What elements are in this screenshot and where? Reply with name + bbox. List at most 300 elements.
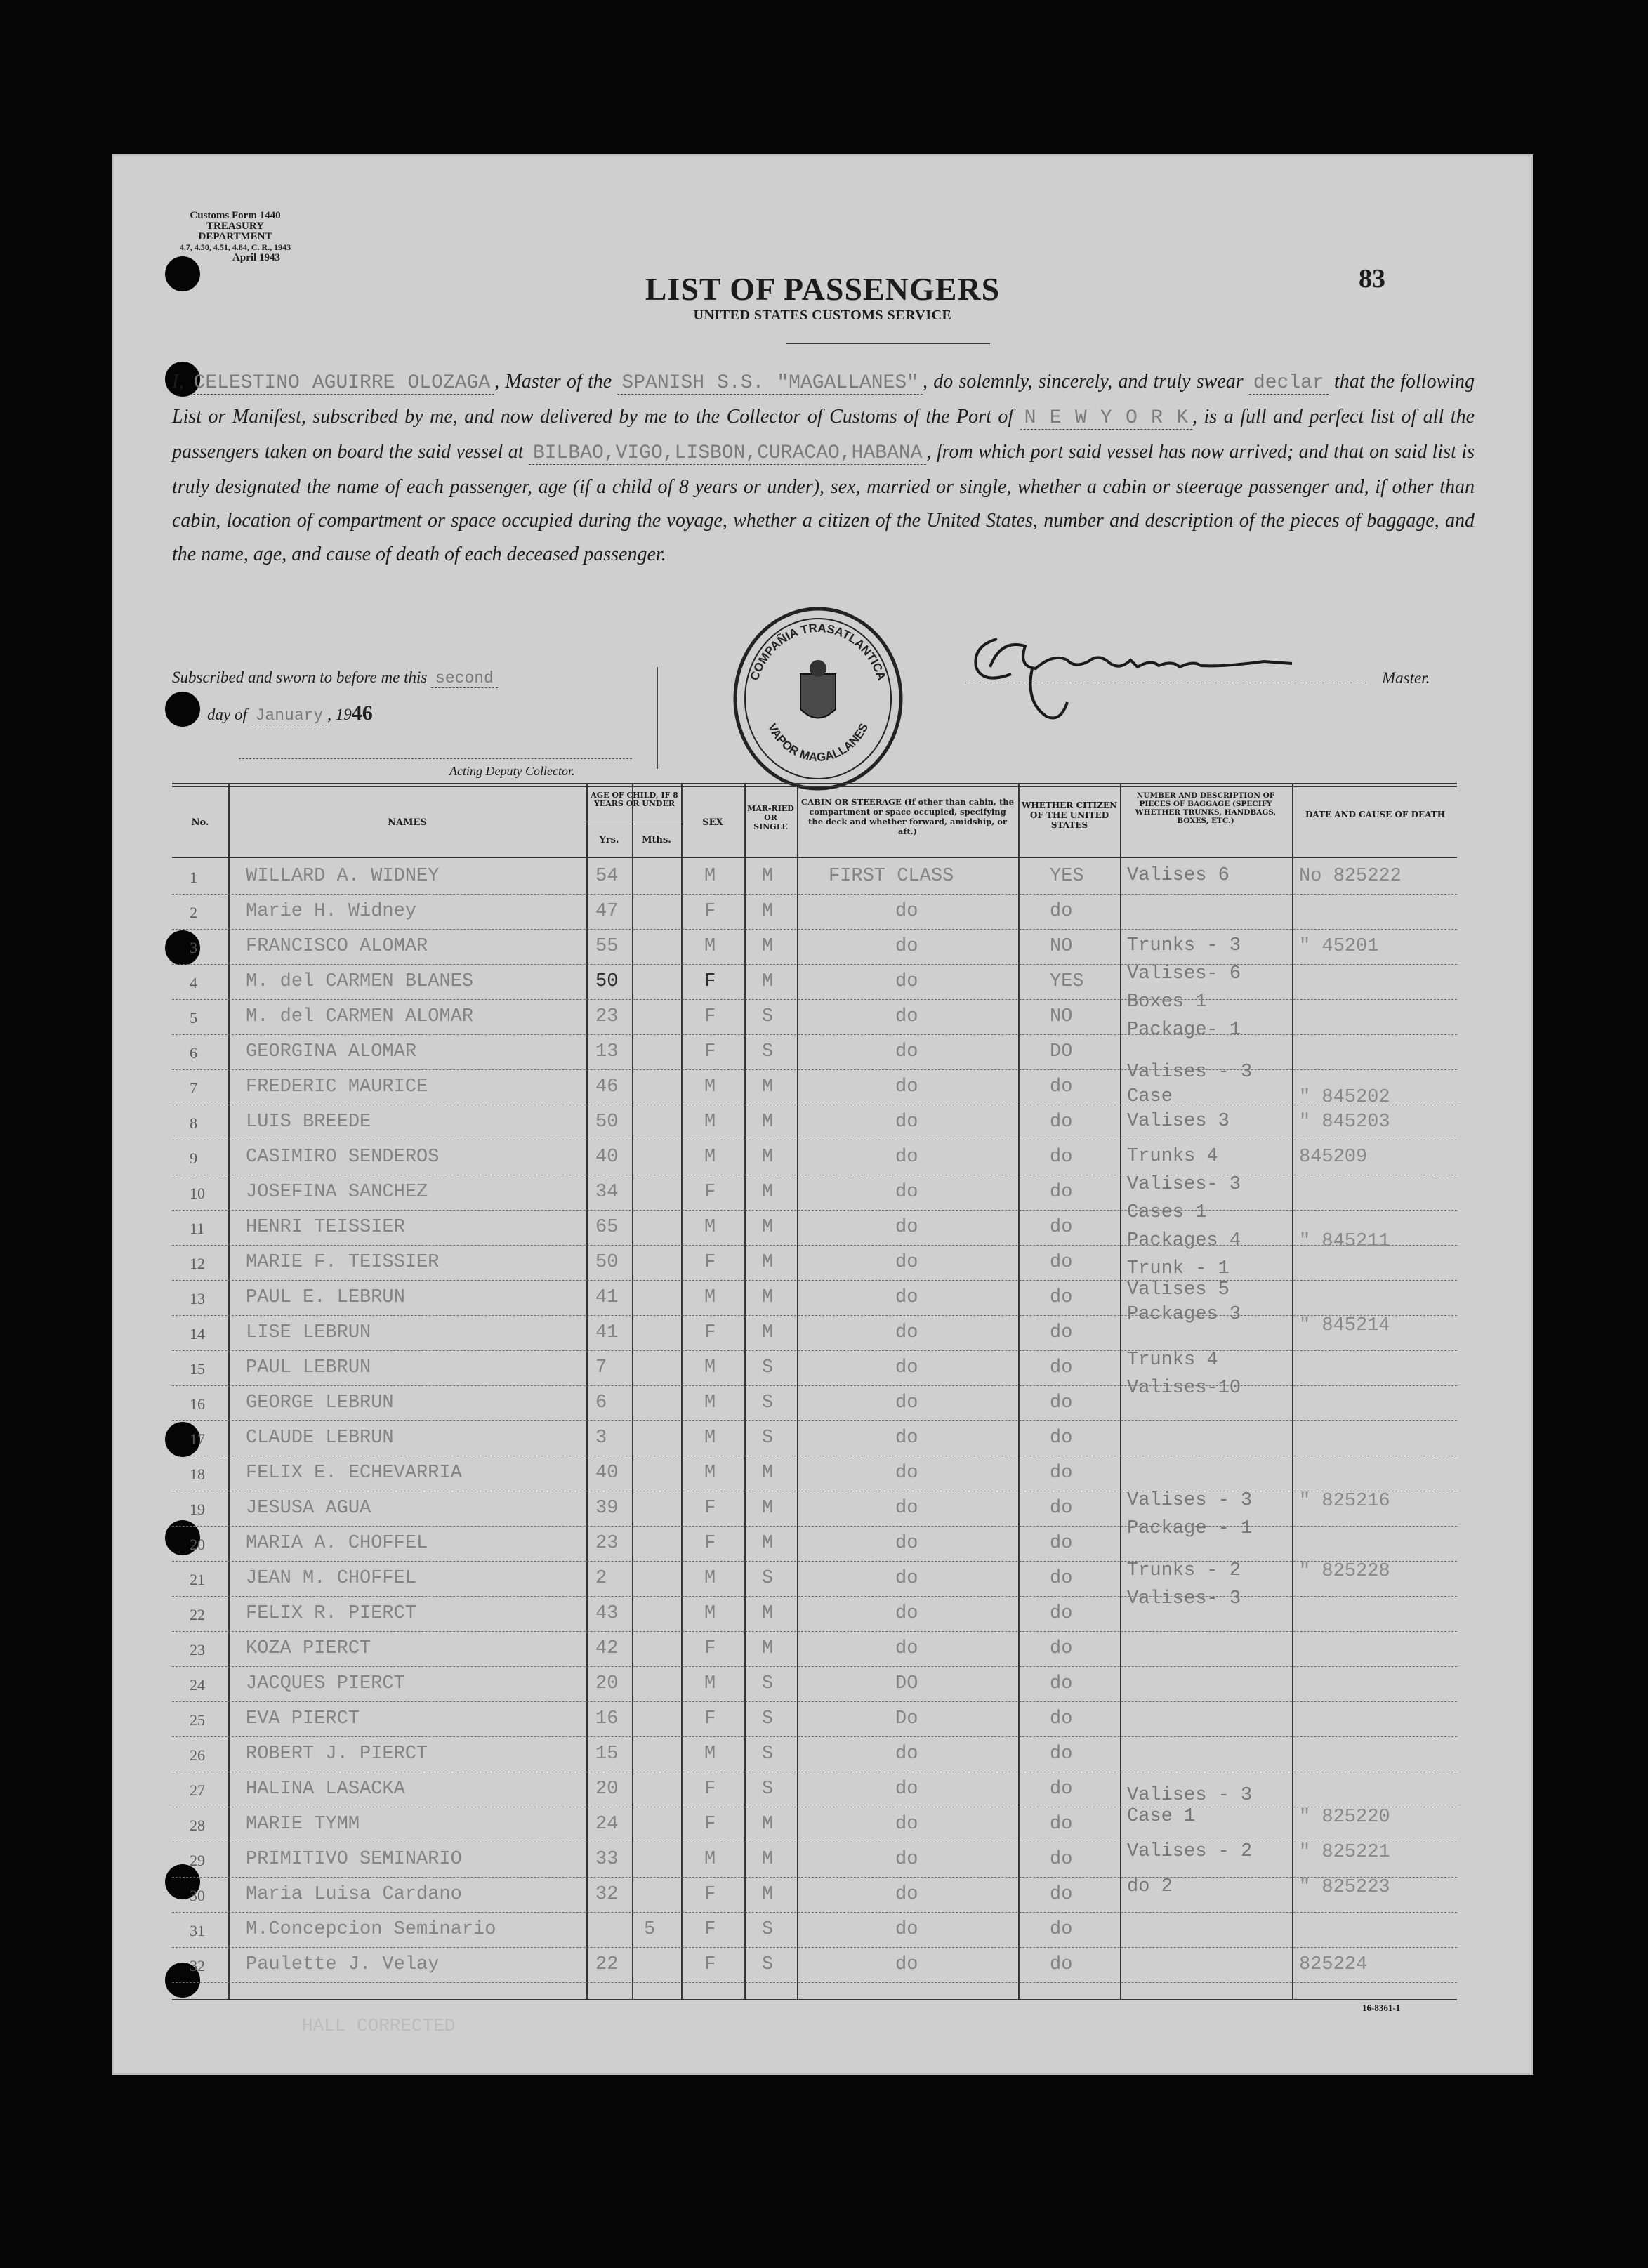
table-row-rule: [172, 1034, 1457, 1035]
baggage-entry: Valises 6: [1127, 865, 1230, 886]
column-divider: [586, 783, 588, 2000]
passenger-name: M. del CARMEN ALOMAR: [246, 1006, 474, 1027]
table-row-rule: [172, 1701, 1457, 1702]
sworn-month: January: [251, 706, 328, 725]
row-number: 3: [190, 939, 197, 956]
passenger-age: 15: [595, 1743, 619, 1765]
header-no: No.: [191, 817, 209, 828]
passenger-sex: M: [704, 1217, 716, 1238]
baggage-check-number: " 845211: [1299, 1231, 1390, 1252]
table-row-rule: [172, 1736, 1457, 1737]
cabin-class: do: [895, 1884, 918, 1905]
marital-status: M: [762, 866, 774, 887]
page-subtitle: UNITED STATES CUSTOMS SERVICE: [693, 308, 952, 323]
passenger-age: 7: [595, 1357, 607, 1378]
passenger-age: 65: [595, 1217, 619, 1238]
table-row-rule: [172, 1385, 1457, 1386]
regulation-refs: 4.7, 4.50, 4.51, 4.84, C. R., 1943: [179, 242, 291, 252]
baggage-check-number: 845209: [1299, 1147, 1368, 1168]
baggage-check-number: " 845202: [1299, 1087, 1390, 1108]
passenger-name: Marie H. Widney: [246, 901, 417, 922]
master-oath: [172, 365, 1475, 572]
cabin-class: do: [895, 1568, 918, 1589]
row-number: 1: [190, 869, 197, 886]
form-date: April 1943: [232, 252, 280, 263]
passenger-name: JESUSA AGUA: [246, 1498, 371, 1519]
baggage-check-number: " 825228: [1299, 1561, 1390, 1582]
row-number: 30: [190, 1887, 205, 1904]
citizen-status: do: [1050, 1779, 1073, 1800]
cabin-class: do: [895, 1428, 918, 1449]
table-row-rule: [172, 1210, 1457, 1211]
master-signature: [969, 618, 1299, 737]
cabin-class: do: [895, 1743, 918, 1765]
citizen-status: do: [1050, 1217, 1073, 1238]
baggage-entry: Trunk - 1: [1127, 1258, 1230, 1279]
baggage-check-number: " 845203: [1299, 1112, 1390, 1133]
marital-status: M: [762, 971, 774, 992]
marital-status: M: [762, 1603, 774, 1624]
passenger-sex: F: [704, 1954, 716, 1975]
table-row-rule: [172, 1350, 1457, 1351]
table-row-rule: [172, 1315, 1457, 1316]
form-print-code: 16-8361-1: [1362, 2003, 1401, 2013]
passenger-name: KOZA PIERCT: [246, 1638, 371, 1659]
passenger-sex: F: [704, 1533, 716, 1554]
passenger-name: ROBERT J. PIERCT: [246, 1743, 428, 1765]
header-death: DATE AND CAUSE OF DEATH: [1305, 810, 1446, 819]
cabin-class: do: [895, 971, 918, 992]
bracket-line: [657, 667, 658, 769]
cabin-class: do: [895, 1919, 918, 1940]
passenger-sex: F: [704, 1884, 716, 1905]
row-number: 10: [190, 1185, 205, 1202]
passenger-age: 33: [595, 1849, 619, 1870]
row-number: 5: [190, 1009, 197, 1027]
sworn-day: second: [431, 669, 498, 688]
column-divider: [797, 783, 798, 2000]
column-divider: [681, 783, 683, 2000]
passenger-sex: F: [704, 1322, 716, 1343]
table-row-rule: [172, 1280, 1457, 1281]
passenger-age: 2: [595, 1568, 607, 1589]
passenger-sex: M: [704, 936, 716, 957]
cabin-class: do: [895, 1322, 918, 1343]
row-number: 23: [190, 1641, 205, 1659]
passenger-sex: M: [704, 1463, 716, 1484]
citizen-status: do: [1050, 1603, 1073, 1624]
passenger-age: 50: [595, 1112, 619, 1133]
marital-status: S: [762, 1392, 774, 1413]
stamp-top-text: COMPAÑIA TRASATLANTICA: [747, 621, 889, 683]
marital-status: S: [762, 1708, 774, 1729]
passenger-sex: M: [704, 1743, 716, 1765]
row-number: 6: [190, 1044, 197, 1062]
passenger-name: FREDERIC MAURICE: [246, 1076, 428, 1097]
citizen-status: do: [1050, 1463, 1073, 1484]
row-number: 24: [190, 1676, 205, 1694]
header-baggage: NUMBER AND DESCRIPTION OF PIECES OF BAGGAGE (SPECIFY WHETHER TRUNKS, HANDBAGS, BOXES, ETC.): [1135, 791, 1277, 825]
cabin-class: do: [895, 1287, 918, 1308]
passenger-sex: F: [704, 1006, 716, 1027]
table-row-rule: [172, 1666, 1457, 1667]
row-number: 7: [190, 1079, 197, 1097]
baggage-entry: Boxes 1: [1127, 991, 1207, 1013]
passenger-age: 24: [595, 1814, 619, 1835]
cabin-class: do: [895, 1533, 918, 1554]
table-top-border: [172, 786, 1457, 787]
passenger-age-months: 5: [644, 1919, 656, 1940]
baggage-entry: Trunks 4: [1127, 1350, 1218, 1371]
column-divider: [632, 783, 633, 2000]
row-number: 8: [190, 1114, 197, 1132]
oath-text: , is a full and perfect list of all the passengers taken on board the said vessel at: [172, 406, 1475, 463]
passenger-name: PAUL E. LEBRUN: [246, 1287, 405, 1308]
passenger-age: 23: [595, 1533, 619, 1554]
baggage-entry: Valises 5: [1127, 1279, 1230, 1300]
passenger-sex: F: [704, 1182, 716, 1203]
marital-status: M: [762, 1182, 774, 1203]
header-months: Mths.: [642, 835, 671, 845]
page-number: 83: [1359, 264, 1385, 294]
passenger-name: M. del CARMEN BLANES: [246, 971, 474, 992]
column-divider: [1120, 783, 1121, 2000]
citizen-status: do: [1050, 1287, 1073, 1308]
passenger-age: 55: [595, 936, 619, 957]
cabin-class: do: [895, 1954, 918, 1975]
row-number: 14: [190, 1325, 205, 1343]
table-row-rule: [172, 1526, 1457, 1527]
passenger-age: 20: [595, 1673, 619, 1694]
marital-status: M: [762, 1252, 774, 1273]
row-number: 28: [190, 1817, 205, 1834]
passenger-age: 6: [595, 1392, 607, 1413]
baggage-entry: Valises- 3: [1127, 1588, 1241, 1609]
citizen-status: do: [1050, 1673, 1073, 1694]
citizen-status: do: [1050, 1428, 1073, 1449]
cabin-class: do: [895, 1217, 918, 1238]
baggage-entry: Valises 3: [1127, 1111, 1230, 1132]
baggage-check-number: " 845214: [1299, 1315, 1390, 1336]
passenger-name: Maria Luisa Cardano: [246, 1884, 462, 1905]
table-row-rule: [172, 1420, 1457, 1421]
marital-status: M: [762, 1076, 774, 1097]
citizen-status: do: [1050, 1498, 1073, 1519]
cabin-class: do: [895, 1006, 918, 1027]
passenger-sex: F: [704, 971, 716, 992]
passenger-sex: M: [704, 1112, 716, 1133]
row-number: 13: [190, 1290, 205, 1307]
baggage-entry: Case: [1127, 1086, 1173, 1107]
passenger-sex: M: [704, 1849, 716, 1870]
cabin-class: do: [895, 1041, 918, 1062]
citizen-status: do: [1050, 1322, 1073, 1343]
marital-status: S: [762, 1568, 774, 1589]
marital-status: M: [762, 1849, 774, 1870]
baggage-entry: Package- 1: [1127, 1020, 1241, 1041]
baggage-entry: Trunks - 2: [1127, 1560, 1241, 1581]
passenger-sex: M: [704, 1392, 716, 1413]
citizen-status: do: [1050, 1182, 1073, 1203]
baggage-check-number: " 825220: [1299, 1807, 1390, 1828]
passenger-sex: M: [704, 1673, 716, 1694]
column-divider: [744, 783, 746, 2000]
passenger-sex: M: [704, 1147, 716, 1168]
passenger-sex: F: [704, 901, 716, 922]
deputy-collector-label: Acting Deputy Collector.: [449, 764, 575, 778]
passenger-sex: F: [704, 1252, 716, 1273]
cabin-class: do: [895, 1392, 918, 1413]
table-row-rule: [172, 1912, 1457, 1913]
citizen-status: do: [1050, 1849, 1073, 1870]
marital-status: M: [762, 1217, 774, 1238]
table-row-rule: [172, 1877, 1457, 1878]
marital-status: S: [762, 1041, 774, 1062]
passenger-sex: F: [704, 1919, 716, 1940]
citizen-status: YES: [1050, 971, 1084, 992]
baggage-entry: Valises-10: [1127, 1378, 1241, 1399]
citizen-status: do: [1050, 1357, 1073, 1378]
passenger-sex: M: [704, 1428, 716, 1449]
passenger-age: 41: [595, 1322, 619, 1343]
table-row-rule: [172, 1631, 1457, 1632]
marital-status: M: [762, 1814, 774, 1835]
passenger-sex: F: [704, 1708, 716, 1729]
vessel-name: SPANISH S.S. "MAGALLANES": [617, 372, 923, 395]
declare-word: declar: [1249, 372, 1329, 395]
citizen-status: do: [1050, 1392, 1073, 1413]
passenger-name: GEORGINA ALOMAR: [246, 1041, 417, 1062]
baggage-entry: Trunks - 3: [1127, 935, 1241, 956]
table-row-rule: [172, 964, 1457, 965]
passenger-name: EVA PIERCT: [246, 1708, 360, 1729]
row-number: 26: [190, 1746, 205, 1764]
marital-status: M: [762, 936, 774, 957]
passenger-sex: M: [704, 1568, 716, 1589]
citizen-status: do: [1050, 1568, 1073, 1589]
row-number: 32: [190, 1957, 205, 1974]
passenger-name: PAUL LEBRUN: [246, 1357, 371, 1378]
passenger-age: 34: [595, 1182, 619, 1203]
passenger-age: 13: [595, 1041, 619, 1062]
baggage-check-number: " 45201: [1299, 936, 1379, 957]
master-name: CELESTINO AGUIRRE OLOZAGA: [190, 372, 495, 395]
passenger-name: MARIA A. CHOFFEL: [246, 1533, 428, 1554]
passenger-age: 40: [595, 1463, 619, 1484]
passenger-name: LUIS BREEDE: [246, 1112, 371, 1133]
baggage-entry: Valises - 3: [1127, 1062, 1253, 1083]
table-row-rule: [172, 999, 1457, 1000]
passenger-age: 32: [595, 1884, 619, 1905]
oath-text: I,: [172, 371, 184, 393]
cabin-class: do: [895, 1603, 918, 1624]
row-number: 4: [190, 974, 197, 991]
passenger-age: 47: [595, 901, 619, 922]
oath-text: , Master of the: [494, 371, 612, 393]
citizen-status: DO: [1050, 1041, 1073, 1062]
header-years: Yrs.: [599, 835, 619, 845]
table-row-rule: [172, 1947, 1457, 1948]
passenger-age: 50: [595, 1252, 619, 1273]
baggage-entry: Packages 4: [1127, 1230, 1241, 1251]
marital-status: S: [762, 1779, 774, 1800]
passenger-name: HALINA LASACKA: [246, 1779, 405, 1800]
table-row-rule: [172, 1982, 1457, 1983]
row-number: 25: [190, 1711, 205, 1729]
baggage-entry: Valises - 3: [1127, 1490, 1253, 1511]
passenger-name: CASIMIRO SENDEROS: [246, 1147, 440, 1168]
marital-status: M: [762, 1533, 774, 1554]
cabin-class: do: [895, 1357, 918, 1378]
header-names: NAMES: [388, 817, 427, 828]
passenger-age: 46: [595, 1076, 619, 1097]
baggage-entry: Valises - 2: [1127, 1841, 1253, 1862]
oath-text: , from which port said vessel has now arrived; and that on said list is truly designated the name of each passenger, age (if a child of 8 years or under), sex, married or single, whether a cabin or steerage passenger and, if other than cabin, location of compartment or space occupied during the voyage, whether a citizen of the United States, number and description of the pieces of baggage, and the name, age, and cause of death of each deceased passenger.: [172, 441, 1475, 565]
baggage-entry: do 2: [1127, 1876, 1173, 1897]
passenger-age: 22: [595, 1954, 619, 1975]
passenger-sex: F: [704, 1498, 716, 1519]
cabin-class: do: [895, 1849, 918, 1870]
form-number: Customs Form 1440: [190, 210, 281, 221]
passenger-name: PRIMITIVO SEMINARIO: [246, 1849, 462, 1870]
marital-status: M: [762, 901, 774, 922]
oath-text: , do solemnly, sincerely, and truly swear: [922, 371, 1244, 393]
passenger-age: 42: [595, 1638, 619, 1659]
passenger-name: JOSEFINA SANCHEZ: [246, 1182, 428, 1203]
passenger-age: 54: [595, 866, 619, 887]
passenger-name: FELIX E. ECHEVARRIA: [246, 1463, 462, 1484]
cabin-class: do: [895, 1638, 918, 1659]
port-of-arrival: N E W Y O R K: [1020, 407, 1192, 430]
passenger-sex: M: [704, 1287, 716, 1308]
table-row-rule: [172, 1596, 1457, 1597]
faded-annotation: HALL CORRECTED: [302, 2015, 456, 2036]
table-row-rule: [172, 1561, 1457, 1562]
marital-status: S: [762, 1743, 774, 1765]
form-identifier: [169, 211, 302, 263]
passenger-age: 3: [595, 1428, 607, 1449]
row-number: 9: [190, 1149, 197, 1167]
row-number: 29: [190, 1852, 205, 1869]
passenger-name: JACQUES PIERCT: [246, 1673, 405, 1694]
sworn-text: day of: [207, 706, 247, 723]
marital-status: S: [762, 1006, 774, 1027]
svg-text:VAPOR MAGALLANES: [765, 721, 871, 764]
passenger-age: 50: [595, 971, 619, 992]
cabin-class: DO: [895, 1673, 918, 1694]
cabin-class: FIRST CLASS: [829, 866, 954, 887]
column-divider: [228, 783, 230, 2000]
page-title: LIST OF PASSENGERS: [645, 271, 1001, 307]
baggage-check-number: 825224: [1299, 1954, 1368, 1975]
cabin-class: do: [895, 1252, 918, 1273]
citizen-status: NO: [1050, 1006, 1073, 1027]
row-number: 16: [190, 1395, 205, 1413]
header-citizen: WHETHER CITIZEN OF THE UNITED STATES: [1021, 800, 1118, 830]
passenger-name: MARIE TYMM: [246, 1814, 360, 1835]
citizen-status: do: [1050, 1112, 1073, 1133]
row-number: 19: [190, 1501, 205, 1518]
header-age-child: AGE OF CHILD, IF 8 YEARS OR UNDER: [591, 791, 678, 808]
citizen-status: do: [1050, 1708, 1073, 1729]
master-label: Master.: [1382, 669, 1430, 687]
oath-text: that the following List or Manifest, subscribed by me, and now delivered by me to the Collector of Customs of the Port of: [172, 371, 1475, 428]
marital-status: M: [762, 1322, 774, 1343]
passenger-age: 39: [595, 1498, 619, 1519]
table-top-border: [172, 783, 1457, 784]
passenger-name: M.Concepcion Seminario: [246, 1919, 496, 1940]
marital-status: S: [762, 1357, 774, 1378]
department: TREASURY DEPARTMENT: [198, 220, 272, 242]
passenger-name: FRANCISCO ALOMAR: [246, 936, 428, 957]
table-row-rule: [172, 894, 1457, 895]
passenger-name: HENRI TEISSIER: [246, 1217, 405, 1238]
row-number: 31: [190, 1922, 205, 1939]
title-divider: [786, 343, 990, 344]
row-number: 2: [190, 904, 197, 921]
marital-status: M: [762, 1463, 774, 1484]
table-header-border: [172, 857, 1457, 858]
passenger-name: LISE LEBRUN: [246, 1322, 371, 1343]
passenger-name: Paulette J. Velay: [246, 1954, 440, 1975]
row-number: 20: [190, 1536, 205, 1553]
citizen-status: do: [1050, 1533, 1073, 1554]
cabin-class: do: [895, 1463, 918, 1484]
citizen-status: do: [1050, 1919, 1073, 1940]
marital-status: S: [762, 1673, 774, 1694]
marital-status: M: [762, 1112, 774, 1133]
passenger-sex: M: [704, 1603, 716, 1624]
row-number: 27: [190, 1781, 205, 1799]
ship-company-stamp: [730, 604, 906, 793]
cabin-class: do: [895, 1814, 918, 1835]
cabin-class: Do: [895, 1708, 918, 1729]
citizen-status: do: [1050, 901, 1073, 922]
marital-status: M: [762, 1884, 774, 1905]
table-row-rule: [172, 929, 1457, 930]
marital-status: M: [762, 1638, 774, 1659]
row-number: 18: [190, 1465, 205, 1483]
citizen-status: do: [1050, 1814, 1073, 1835]
citizen-status: YES: [1050, 866, 1084, 887]
baggage-entry: Cases 1: [1127, 1202, 1207, 1223]
marital-status: M: [762, 1498, 774, 1519]
stamp-bottom-text: VAPOR MAGALLANES: [765, 721, 871, 764]
cabin-class: do: [895, 901, 918, 922]
cabin-class: do: [895, 1112, 918, 1133]
citizen-status: do: [1050, 1076, 1073, 1097]
passenger-table: [172, 783, 1457, 2000]
baggage-entry: Package - 1: [1127, 1518, 1253, 1539]
marital-status: S: [762, 1954, 774, 1975]
sworn-text: Subscribed and sworn to before me this: [172, 668, 428, 686]
sworn-text: , 19: [327, 706, 352, 723]
baggage-entry: Trunks 4: [1127, 1146, 1218, 1167]
passenger-age: 41: [595, 1287, 619, 1308]
passenger-age: 16: [595, 1708, 619, 1729]
header-married: MAR-RIED OR SINGLE: [747, 804, 794, 831]
cabin-class: do: [895, 1779, 918, 1800]
passenger-age: 43: [595, 1603, 619, 1624]
passenger-name: MARIE F. TEISSIER: [246, 1252, 440, 1273]
passenger-age: 23: [595, 1006, 619, 1027]
table-bottom-border: [172, 1999, 1457, 2000]
table-row-rule: [172, 1069, 1457, 1070]
marital-status: M: [762, 1287, 774, 1308]
baggage-entry: Valises- 6: [1127, 963, 1241, 984]
citizen-status: do: [1050, 1954, 1073, 1975]
header-sex: SEX: [702, 817, 723, 828]
